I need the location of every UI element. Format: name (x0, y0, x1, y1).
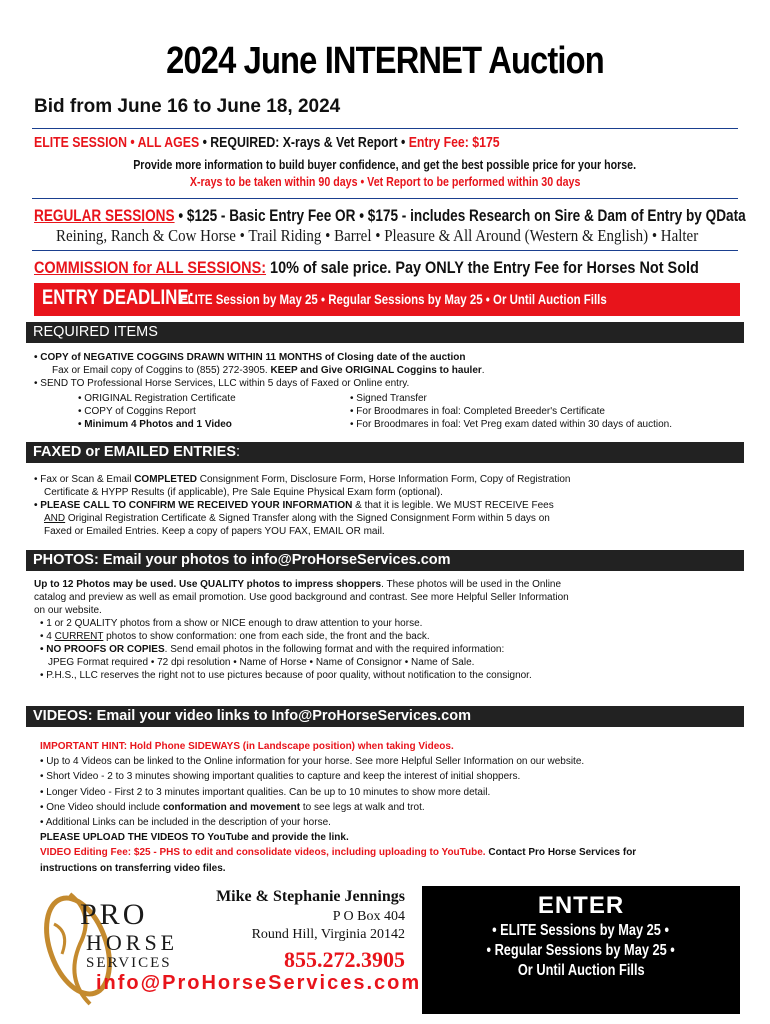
required-items-left-col (78, 392, 236, 431)
contact-name: Mike & Stephanie Jennings (216, 888, 405, 905)
entry-deadline-banner (34, 283, 740, 316)
commission-label: COMMISSION for ALL SESSIONS: (34, 258, 267, 277)
videos-heading: VIDEOS: Email your video links to Info@ProHorseServices.com (26, 706, 744, 727)
enter-box (422, 886, 740, 1014)
faxed-entries-heading: FAXED or EMAILED ENTRIES: (26, 442, 744, 463)
regular-label: REGULAR SESSIONS (34, 206, 175, 225)
divider (32, 198, 738, 199)
divider (32, 250, 738, 251)
deadline-label: ENTRY DEADLINE: (42, 286, 195, 309)
enter-until-fills: Or Until Auction Fills (517, 962, 645, 979)
elite-xrays-note: X-rays to be taken within 90 days • Vet Report to be performed within 30 days (189, 174, 581, 189)
list-item: • Minimum 4 Photos and 1 Video (78, 419, 232, 430)
divider (32, 128, 738, 129)
contact-po-box: P O Box 404 (332, 909, 405, 924)
elite-fee: Entry Fee: $175 (408, 134, 500, 151)
logo-text-pro: PRO (80, 898, 148, 931)
photos-heading: PHOTOS: Email your photos to info@ProHorseServices.com (26, 550, 744, 571)
logo-text-services: SERVICES (86, 955, 172, 971)
list-item: • For Broodmares in foal: Completed Breeder's Certificate (350, 406, 605, 417)
page-title: 2024 June INTERNET Auction (166, 40, 604, 82)
required-items-heading: REQUIRED ITEMS (26, 322, 744, 343)
required-items-right-col (350, 392, 672, 431)
logo-text-horse: HORSE (86, 930, 179, 955)
bid-dates: Bid from June 16 to June 18, 2024 (34, 96, 341, 117)
deadline-text: ELITE Session by May 25 • Regular Sessions by May 25 • Or Until Auction Fills (180, 291, 607, 307)
regular-sessions-line (34, 206, 746, 226)
list-item: • For Broodmares in foal: Vet Preg exam dated within 30 days of auction. (350, 419, 673, 430)
regular-fees: • $125 - Basic Entry Fee OR • $175 - includes Research on Sire & Dam of Entry by QData (174, 206, 746, 225)
list-item: • ORIGINAL Registration Certificate (78, 393, 236, 404)
disciplines-list: Reining, Ranch & Cow Horse • Trail Riding • Barrel • Pleasure & All Around (Western & English) • Halter (56, 226, 699, 245)
contact-city: Round Hill, Virginia 20142 (251, 927, 405, 942)
enter-elite: • ELITE Sessions by May 25 • (492, 922, 670, 939)
elite-required: • REQUIRED: X-rays & Vet Report • (199, 134, 409, 151)
contact-email[interactable]: info@ProHorseServices.com (96, 972, 422, 994)
elite-provide-note: Provide more information to build buyer confidence, and get the best possible price for your horse. (133, 157, 637, 172)
photos-text: Up to 12 Photos may be used. Use QUALITY photos to impress shoppers. These photos will be used in the Online catalog and preview as well as email promotion. Use good background and contrast. See more Helpful Seller Information on our website. • 1 or 2 QUALITY photos from a show or NICE enough to draw attention to your horse. • 4 CURRENT photos to show conformation: one from each side, the front and the back. • NO PROOFS OR COPIES. Send email photos in the following format and with the required information: JPEG Format required • 72 dpi resolution • Name of Horse • Name of Consignor • Name of Sale. • P.H.S., LLC reserves the right not to use pictures because of poor quality, without notification to the consignor. (34, 579, 569, 681)
list-item: • Signed Transfer (350, 393, 427, 404)
list-item: • COPY of Coggins Report (78, 406, 196, 417)
enter-regular: • Regular Sessions by May 25 • (486, 942, 676, 959)
enter-heading: ENTER (537, 892, 625, 919)
required-items-text: • COPY of NEGATIVE COGGINS DRAWN WITHIN 11 MONTHS of Closing date of the auction Fax or Email copy of Coggins to (855) 272-3905. KEEP and Give ORIGINAL Coggins to hauler. • SEND TO Professional Horse Services, LLC within 5 days of Faxed or Online entry. (34, 352, 485, 389)
commission-text: 10% of sale price. Pay ONLY the Entry Fee for Horses Not Sold (266, 258, 699, 277)
contact-phone[interactable]: 855.272.3905 (284, 947, 405, 972)
elite-session-line (34, 134, 500, 151)
elite-label: ELITE SESSION • ALL AGES (34, 134, 200, 151)
videos-text: IMPORTANT HINT: Hold Phone SIDEWAYS (in Landscape position) when taking Videos. • Up to 4 Videos can be linked to the Online information for your horse. See more Helpful Seller Information on our website. • Short Video - 2 to 3 minutes showing important qualities to capture and keep the interest of initial shoppers. • Longer Video - First 2 to 3 minutes important qualities. Can be up to 10 minutes to show more detail. • One Video should include conformation and movement to see legs at walk and trot. • Additional Links can be included in the description of your horse. PLEASE UPLOAD THE VIDEOS TO YouTube and provide the link. VIDEO Editing Fee: $25 - PHS to edit and consolidate videos, including uploading to YouTube. Contact Pro Horse Services for instructions on transferring video files. (40, 741, 637, 874)
faxed-entries-text: • Fax or Scan & Email COMPLETED Consignment Form, Disclosure Form, Horse Information Form, Copy of Registration Certificate & HYPP Results (if applicable), Pre Sale Equine Physical Exam form (optional). • PLEASE CALL TO CONFIRM WE RECEIVED YOUR INFORMATION & that it is legible. We MUST RECEIVE Fees AND Original Registration Certificate & Signed Transfer along with the Signed Consignment Form within 5 days on Faxed or Emailed Entries. Keep a copy of papers YOU FAX, EMAIL OR mail. (34, 474, 571, 537)
commission-line (34, 258, 699, 278)
